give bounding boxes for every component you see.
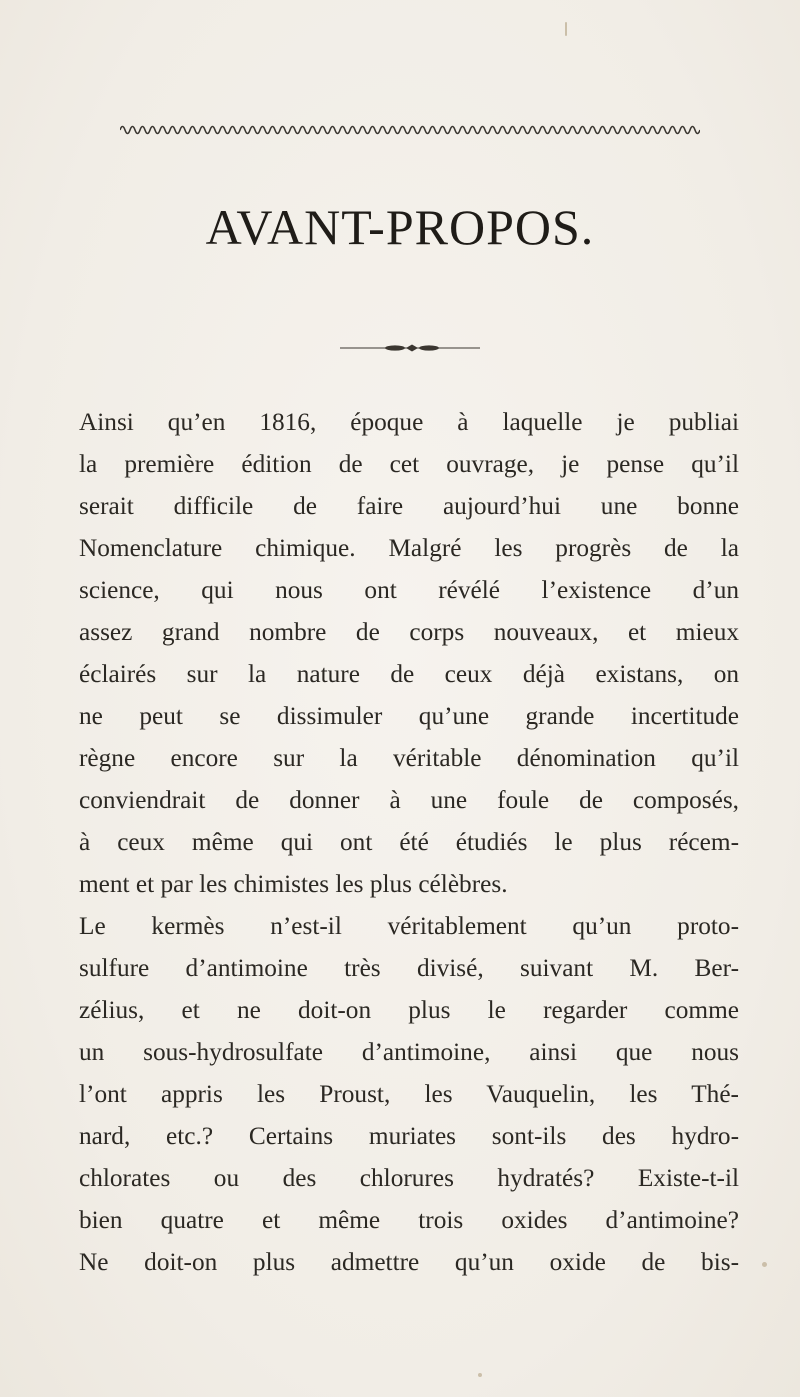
text-line: bien quatre et même trois oxides d’antimoine? xyxy=(79,1206,739,1234)
ornamental-rule xyxy=(120,120,700,140)
title-divider xyxy=(340,343,480,353)
text-line: conviendrait de donner à une foule de composés, xyxy=(79,786,739,814)
paper-speck xyxy=(762,1262,767,1267)
page-title: AVANT-PROPOS. xyxy=(205,199,595,255)
text-line: l’ont appris les Proust, les Vauquelin, les Thé- xyxy=(79,1080,739,1108)
text-line: Le kermès n’est-il véritablement qu’un proto- xyxy=(79,912,739,940)
text-line: zélius, et ne doit-on plus le regarder comme xyxy=(79,996,739,1024)
text-line: règne encore sur la véritable dénomination qu’il xyxy=(79,744,739,772)
text-line: éclairés sur la nature de ceux déjà existans, on xyxy=(79,660,739,688)
text-line: assez grand nombre de corps nouveaux, et mieux xyxy=(79,618,739,646)
text-line: sulfure d’antimoine très divisé, suivant M. Ber- xyxy=(79,954,739,982)
text-line: ment et par les chimistes les plus célèbres. xyxy=(79,870,508,898)
text-line: nard, etc.? Certains muriates sont-ils des hydro- xyxy=(79,1122,739,1150)
text-line: Ne doit-on plus admettre qu’un oxide de bis- xyxy=(79,1248,739,1276)
text-line: la première édition de cet ouvrage, je pense qu’il xyxy=(79,450,739,478)
text-line: serait difficile de faire aujourd’hui une bonne xyxy=(79,492,739,520)
text-line: Nomenclature chimique. Malgré les progrès de la xyxy=(79,534,739,562)
text-line: ne peut se dissimuler qu’une grande incertitude xyxy=(79,702,739,730)
paper-speck xyxy=(565,22,567,36)
text-line: science, qui nous ont révélé l’existence d’un xyxy=(79,576,739,604)
paper-speck xyxy=(478,1373,482,1377)
text-line: chlorates ou des chlorures hydratés? Existe-t-il xyxy=(79,1164,739,1192)
text-line: à ceux même qui ont été étudiés le plus récem- xyxy=(79,828,739,856)
body-text xyxy=(79,401,739,1283)
text-line: un sous-hydrosulfate d’antimoine, ainsi que nous xyxy=(79,1038,739,1066)
text-line: Ainsi qu’en 1816, époque à laquelle je publiai xyxy=(79,408,739,436)
